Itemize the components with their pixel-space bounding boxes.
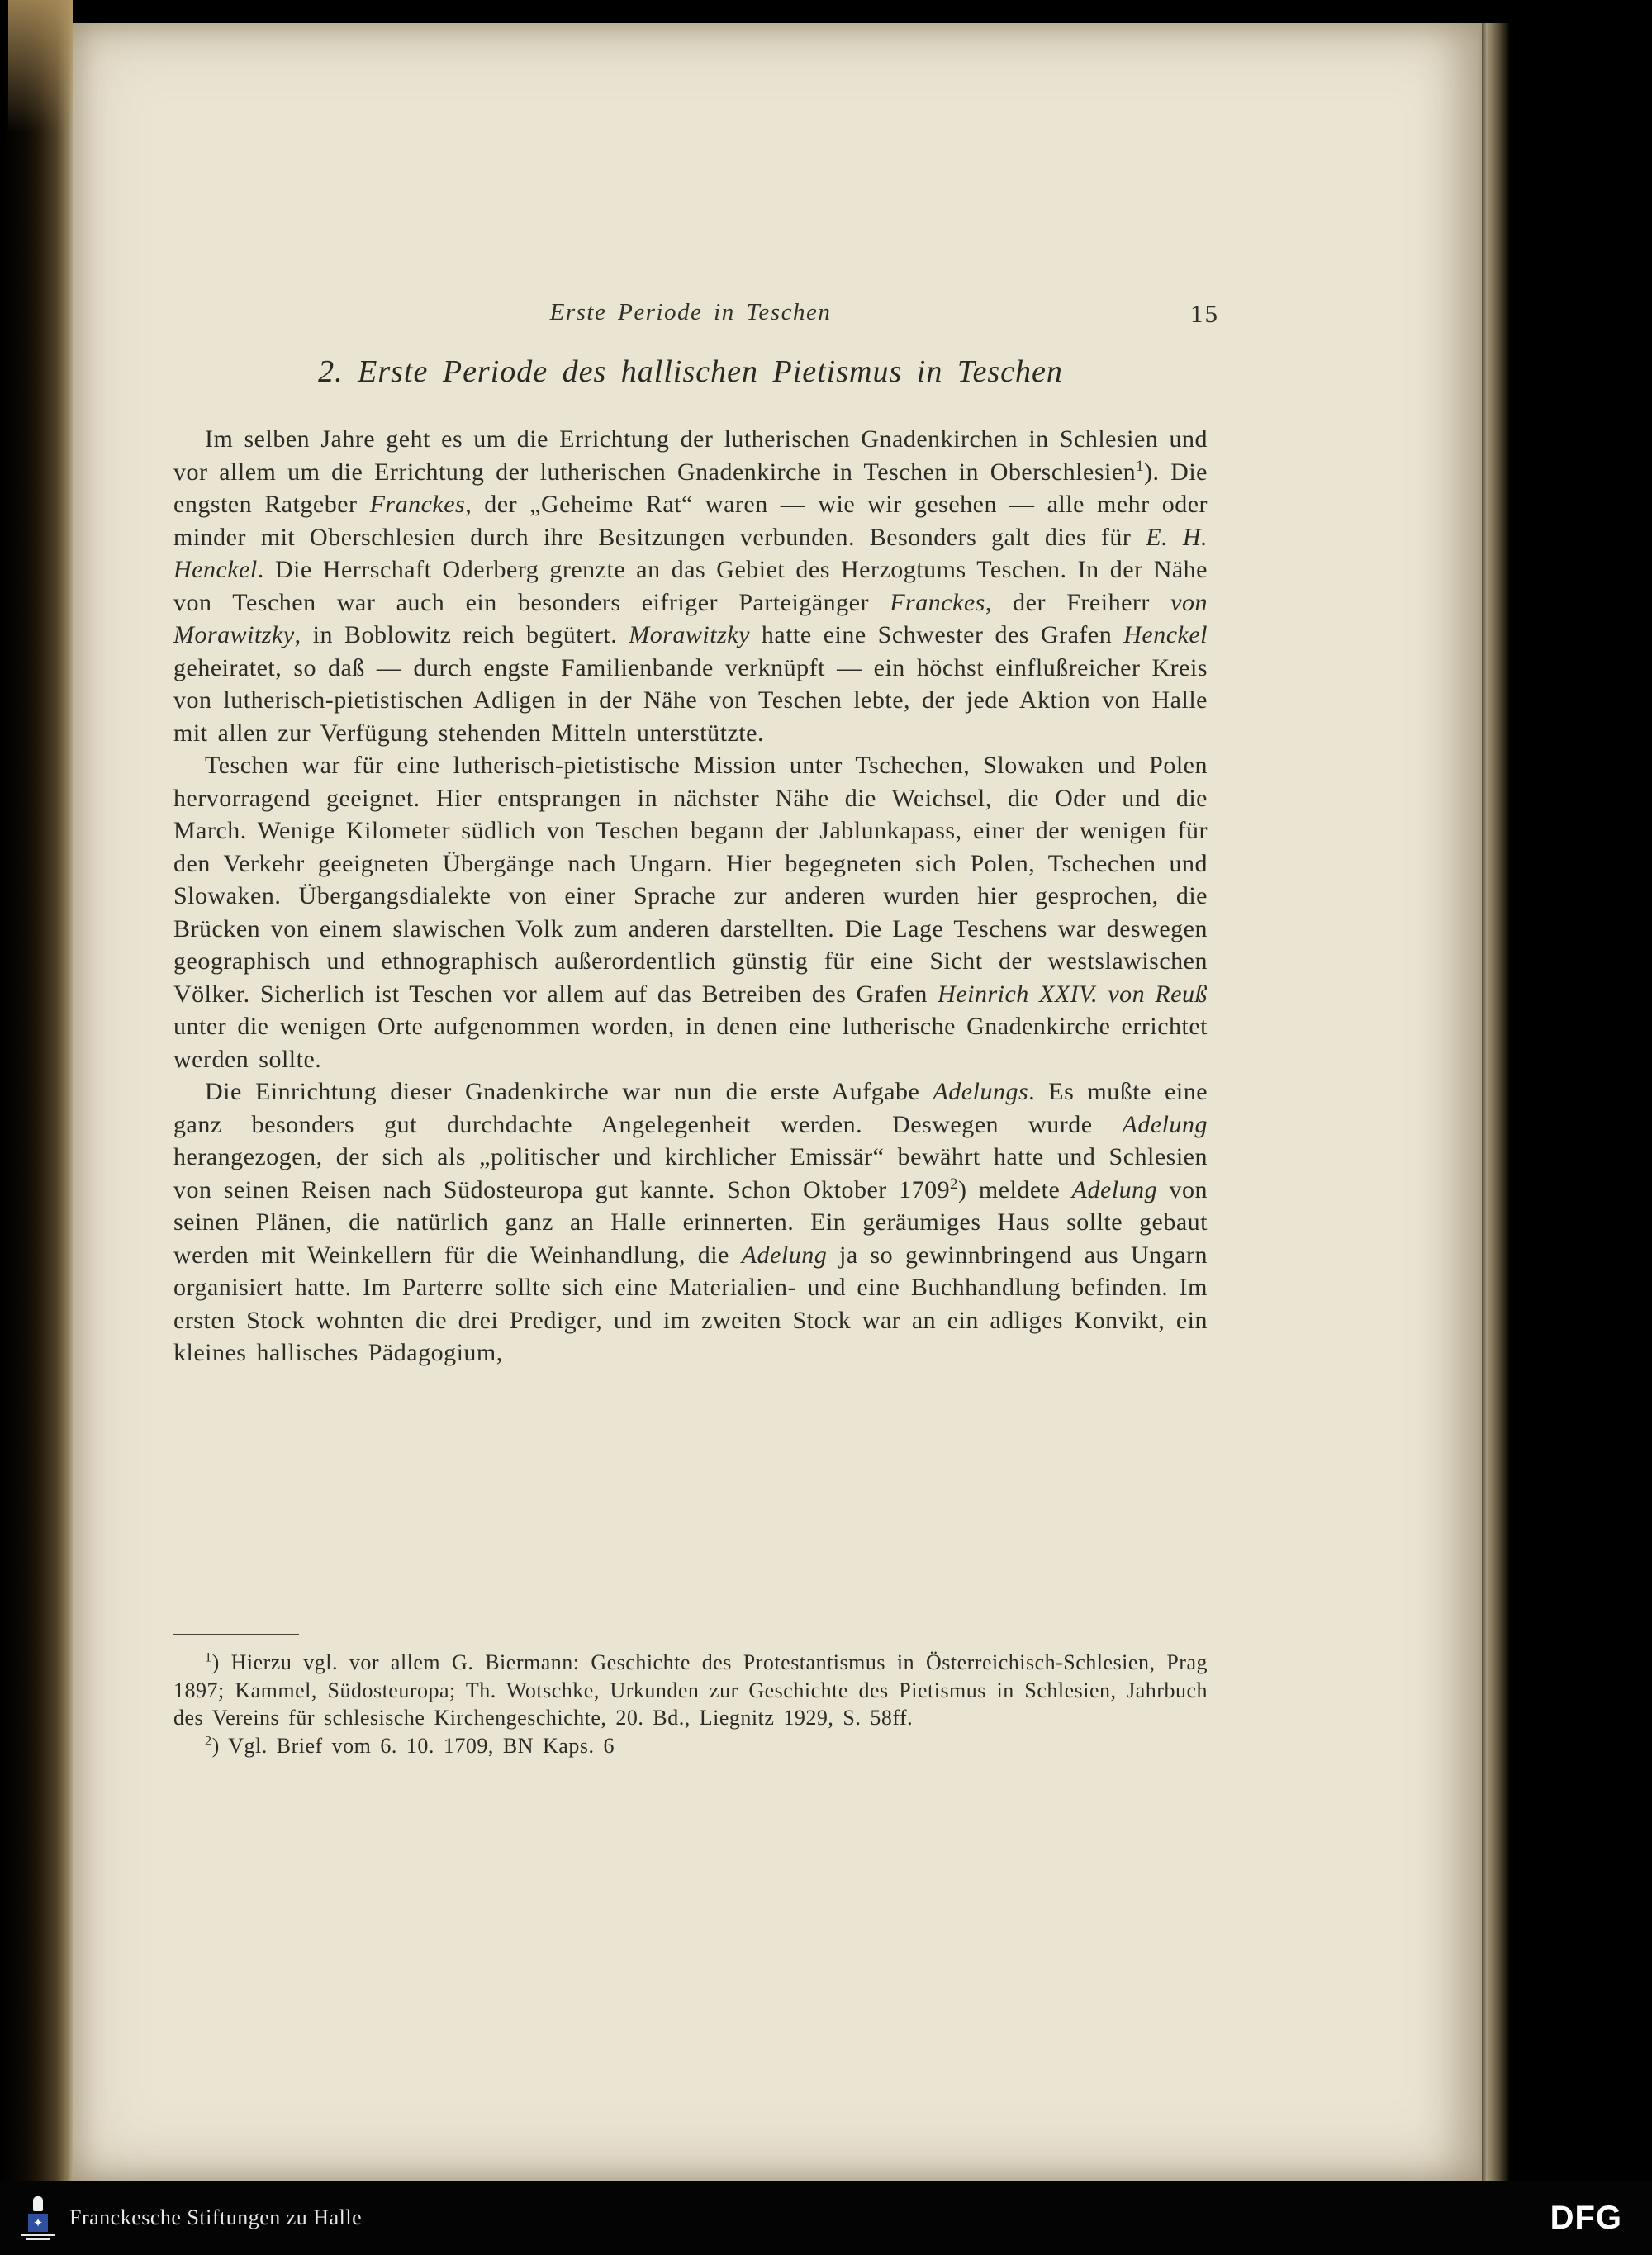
running-head: Erste Periode in Teschen bbox=[549, 299, 832, 325]
francke-emblem-icon: ✦ bbox=[28, 2214, 48, 2232]
footnote-2: $^2$) Vgl. Brief vom 6. 10. 1709, BN Kaps. 6 bbox=[205, 1733, 615, 1758]
paragraph-2: Teschen war für eine lutherisch-pietistische Mission unter Tschechen, Slowaken und Polen hervorragend geeignet. Hier entsprangen in nächster Nähe die Weichsel, die Oder und die March. Wenige Kilometer südlich von Teschen begann der Jablunkapass, einer der wenigen für den Verkehr geeigneten Übergänge nach Ungarn. Hier begegneten sich Polen, Tschechen und Slowaken. Übergangsdialekte von einer Sprache zur anderen wurden hier gesprochen, die Brücken von einem slawischen Volk zum anderen darstellten. Die Lage Teschens war deswegen geographisch und ethnographisch außerordentlich günstig für eine Sicht der westslawischen Völker. Sicherlich ist Teschen vor allem auf das Betreiben des Grafen Heinrich XXIV. von Reuß unter die wenigen Orte aufgenommen worden, in denen eine lutherische Gnadenkirche errichtet werden sollte. bbox=[173, 752, 1208, 1073]
paragraph-1: Im selben Jahre geht es um die Errichtung der lutherischen Gnadenkirchen in Schlesien und vor allem um die Errichtung der lutherischen Gnadenkirche in Teschen in Oberschlesien$^1$). Die engsten Ratgeber Franckes, der „Geheime Rat“ waren — wie wir gesehen — alle mehr oder minder mit Oberschlesien durch ihre Besitzungen verbunden. Besonders galt dies für E. H. Henckel. Die Herrschaft Oderberg grenzte an das Gebiet des Herzogtums Teschen. In der Nähe von Teschen war auch ein besonders eifriger Parteigänger Franckes, der Freiherr von Morawitzky, in Boblowitz reich begütert. Morawitzky hatte eine Schwester des Grafen Henckel geheiratet, so daß — durch engste Familienbande verknüpft — ein höchst einflußreicher Kreis von lutherisch-pietistischen Adligen in der Nähe von Teschen lebte, der jede Aktion von Halle mit allen zur Verfügung stehenden Mitteln unterstützte. bbox=[173, 425, 1208, 747]
page-header bbox=[173, 299, 1219, 334]
francke-figure-icon bbox=[33, 2196, 43, 2211]
francke-logo bbox=[18, 2188, 58, 2248]
body-text bbox=[173, 423, 1208, 1370]
book-page bbox=[73, 23, 1482, 2181]
page-stack-edge bbox=[1477, 23, 1510, 2181]
section-title: 2. Erste Periode des hallischen Pietismus in Teschen bbox=[318, 354, 1063, 389]
book-corner-shade bbox=[8, 0, 73, 132]
footnotes bbox=[173, 1649, 1208, 1759]
book-spine-edge bbox=[0, 0, 73, 2255]
scan-footer-bar bbox=[0, 2181, 1652, 2255]
page-number: 15 bbox=[1190, 299, 1219, 328]
paragraph-3: Die Einrichtung dieser Gnadenkirche war nun die erste Aufgabe Adelungs. Es mußte eine ganz besonders gut durchdachte Angelegenheit werden. Deswegen wurde Adelung herangezogen, der sich als „politischer und kirchlicher Emissär“ bewährt hatte und Schlesien von seinen Reisen nach Südosteuropa gut kannte. Schon Oktober 1709$^2$) meldete Adelung von seinen Plänen, die natürlich ganz an Halle erinnerten. Ein geräumiges Haus sollte gebaut werden mit Weinkellern für die Weinhandlung, die Adelung ja so gewinnbringend aus Ungarn organisiert hatte. Im Parterre sollte sich eine Materialien- und eine Buchhandlung befinden. Im ersten Stock wohnten die drei Prediger, und im zweiten Stock war an ein adliges Konvikt, ein kleines hallisches Pädagogium, bbox=[173, 1078, 1208, 1366]
logo-caption-lines bbox=[21, 2234, 55, 2240]
footer-archive-label: Franckesche Stiftungen zu Halle bbox=[69, 2205, 363, 2229]
footnote-rule bbox=[173, 1634, 299, 1635]
dfg-logo: DFG bbox=[1550, 2199, 1622, 2236]
footnote-1: $^1$) Hierzu vgl. vor allem G. Biermann: Geschichte des Protestantismus in Österreichisch-Schlesien, Prag 1897; Kammel, Südosteuropa; Th. Wotschke, Urkunden zur Geschichte des Pietismus in Schlesien, Jahrbuch des Vereins für schlesische Kirchengeschichte, 20. Bd., Liegnitz 1929, S. 58ff. bbox=[173, 1650, 1208, 1730]
